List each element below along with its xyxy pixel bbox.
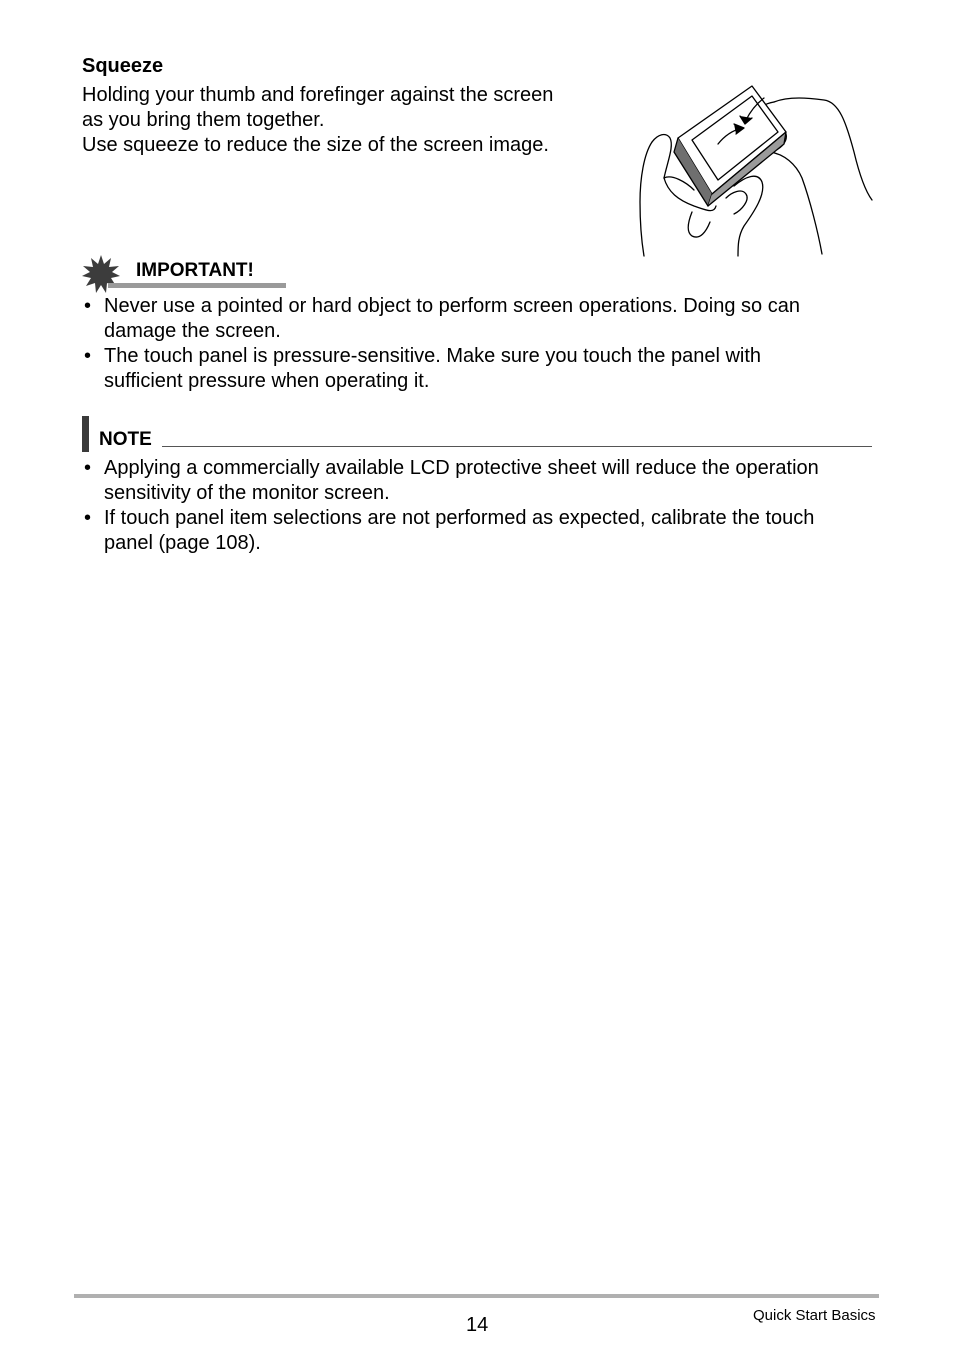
page-number: 14 (466, 1314, 489, 1336)
footer-section-title: Quick Start Basics (753, 1307, 876, 1324)
important-label: IMPORTANT! (136, 260, 254, 281)
list-item-text: Applying a commercially available LCD protective sheet will reduce the operation (104, 457, 819, 479)
bullet: • (84, 507, 92, 529)
list-item-text: The touch panel is pressure-sensitive. Make sure you touch the panel with (104, 345, 762, 367)
squeeze-description (82, 83, 602, 158)
note-label: NOTE (99, 429, 152, 450)
note-header (82, 416, 872, 454)
footer-rule (74, 1294, 879, 1298)
important-underline (108, 283, 286, 288)
list-item (84, 506, 874, 556)
list-item-text: Never use a pointed or hard object to perform screen operations. Doing so can (104, 295, 800, 317)
list-item (84, 344, 874, 394)
list-item-text: sensitivity of the monitor screen. (104, 482, 390, 504)
list-item (84, 294, 874, 344)
list-item-text: sufficient pressure when operating it. (104, 370, 430, 392)
important-list (84, 294, 874, 394)
bullet: • (84, 457, 92, 479)
list-item-text: panel (page 108). (104, 532, 261, 554)
section-title-squeeze: Squeeze (82, 55, 164, 77)
important-header (82, 255, 286, 291)
squeeze-line: as you bring them together. (82, 109, 325, 131)
list-item-text: damage the screen. (104, 320, 281, 342)
list-item-text: If touch panel item selections are not performed as expected, calibrate the touch (104, 507, 815, 529)
list-item (84, 456, 874, 506)
bullet: • (84, 345, 92, 367)
squeeze-gesture-illustration (634, 82, 874, 258)
note-marker (82, 416, 89, 452)
squeeze-line: Holding your thumb and forefinger against the screen (82, 84, 554, 106)
bullet: • (84, 295, 92, 317)
squeeze-line: Use squeeze to reduce the size of the screen image. (82, 134, 549, 156)
note-list (84, 456, 874, 556)
note-rule (162, 446, 872, 447)
